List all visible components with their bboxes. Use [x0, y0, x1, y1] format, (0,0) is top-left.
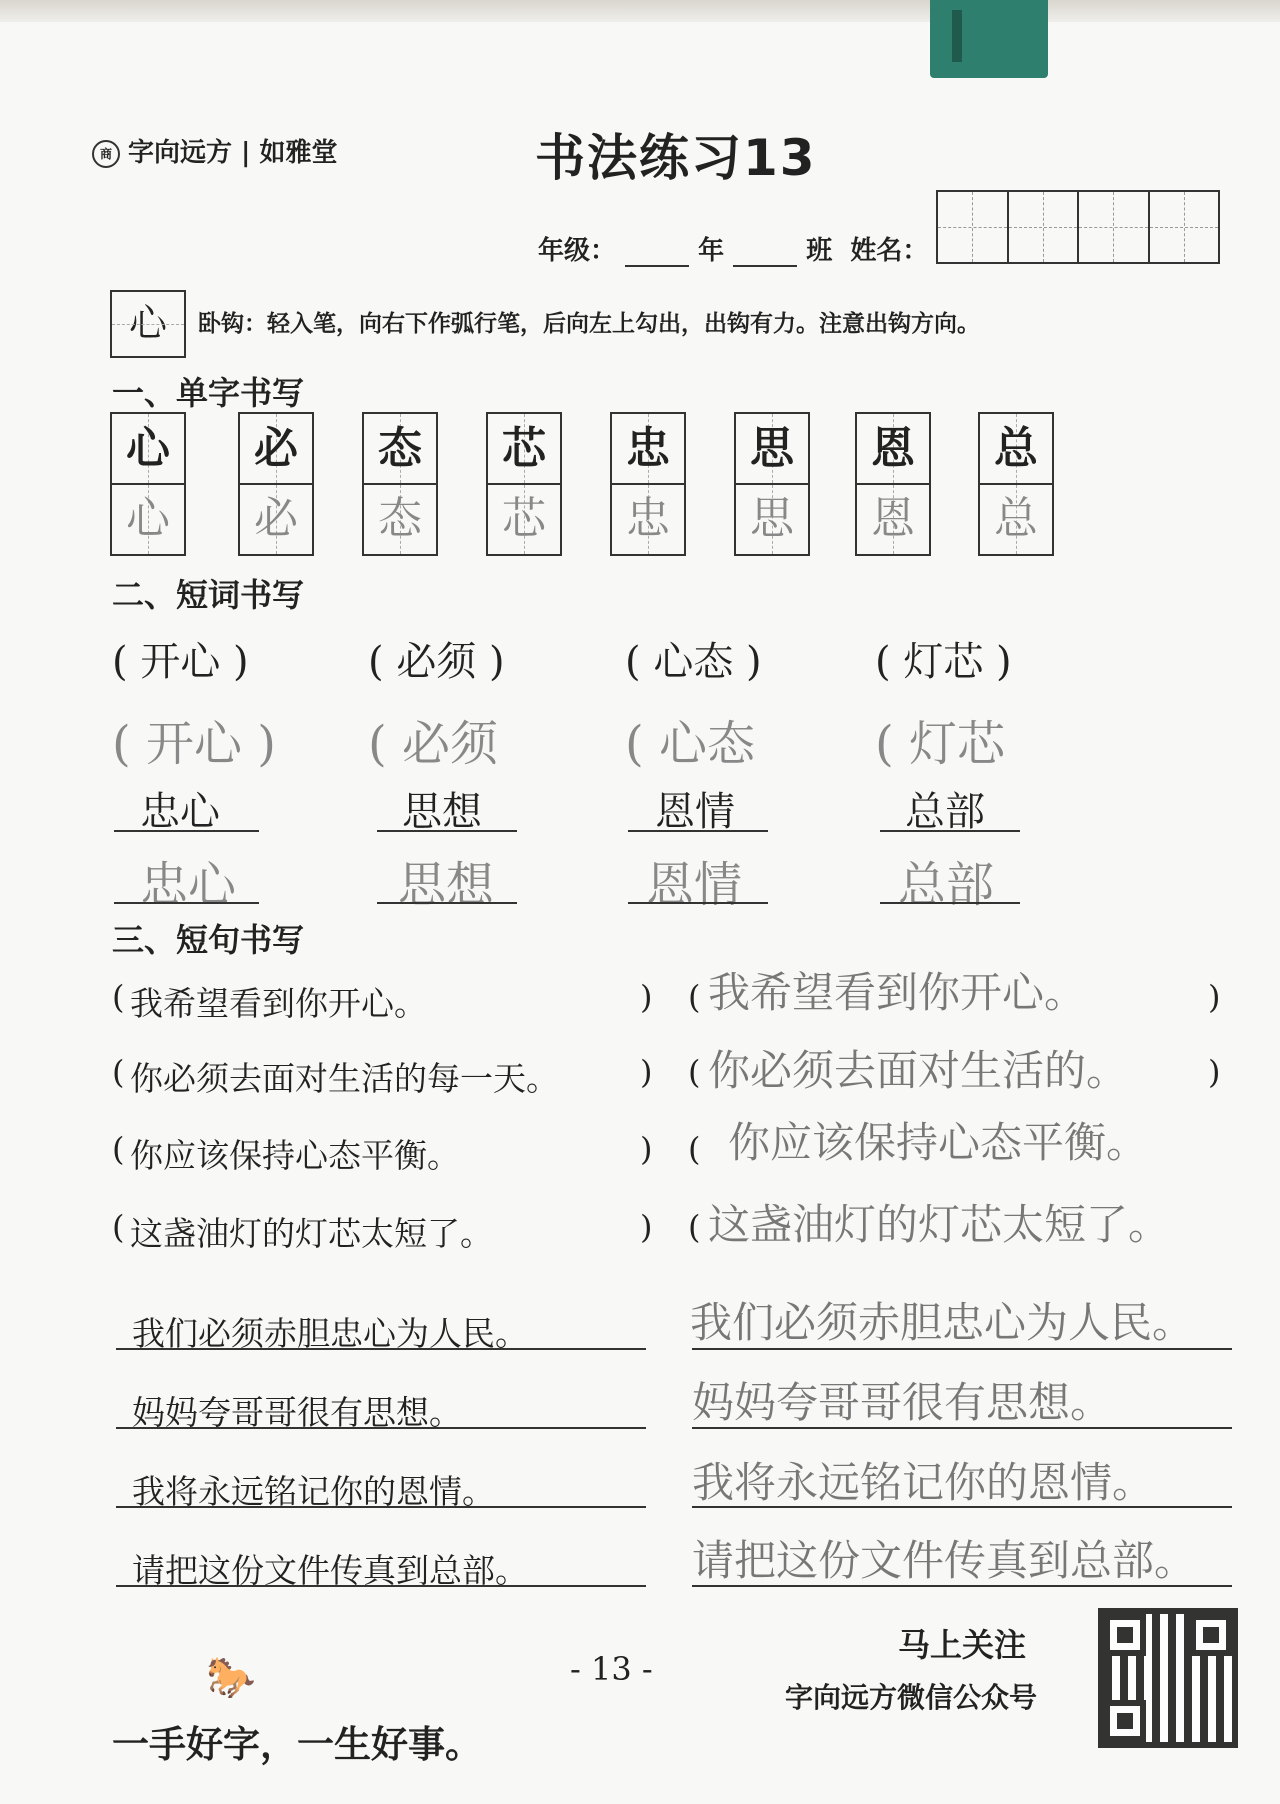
- word-paren: ( 必须 ): [368, 639, 505, 685]
- sentence-paren: 你应该保持心态平衡。: [130, 1136, 460, 1175]
- char-handwritten: 总: [994, 493, 1038, 544]
- answer-line: [692, 1427, 1232, 1429]
- paren-left: (: [112, 978, 125, 1016]
- section3-title: 三、短句书写: [112, 921, 305, 959]
- name-cell[interactable]: [1150, 192, 1219, 262]
- sentence-paren: 这盏油灯的灯芯太短了。: [130, 1214, 493, 1253]
- answer-line: [116, 1348, 646, 1350]
- year-label: 年: [698, 236, 725, 266]
- char-cell: [855, 412, 931, 556]
- follow-label: 马上关注: [898, 1626, 1027, 1664]
- section2-title: 二、短词书写: [112, 576, 305, 614]
- char-print: 思: [750, 423, 794, 474]
- brand-logo: [92, 132, 338, 169]
- char-print: 心: [126, 423, 170, 474]
- char-cell: [610, 412, 686, 556]
- page-number: - 13 -: [570, 1650, 653, 1688]
- answer-line: [377, 830, 517, 832]
- char-cell: [362, 412, 438, 556]
- char-print: 总: [994, 423, 1038, 474]
- name-cell[interactable]: [938, 192, 1009, 262]
- char-handwritten: 态: [378, 493, 422, 544]
- paren-right: ): [1208, 1053, 1221, 1091]
- stroke-example-box: 心: [110, 290, 186, 358]
- word-line-handwritten: 忠心: [140, 857, 237, 913]
- answer-line: [114, 902, 259, 904]
- paren-left: (: [688, 1130, 701, 1168]
- word-line: 恩情: [655, 789, 735, 835]
- char-cell: [238, 412, 314, 556]
- char-cell: [734, 412, 810, 556]
- sentence-paren: 你必须去面对生活的每一天。: [130, 1059, 559, 1098]
- grade-blank[interactable]: [625, 243, 689, 267]
- char-print: 态: [378, 423, 422, 474]
- word-line-handwritten: 恩情: [646, 857, 743, 913]
- char-handwritten: 思: [750, 493, 794, 544]
- class-blank[interactable]: [733, 243, 797, 267]
- name-cell[interactable]: [1079, 192, 1150, 262]
- char-print: 必: [254, 423, 298, 474]
- brand-seal-icon: 商: [92, 140, 120, 168]
- sentence-paren-handwritten: 你应该保持心态平衡。: [728, 1118, 1149, 1167]
- answer-line: [880, 830, 1020, 832]
- motto: 一手好字，一生好事。: [112, 1722, 482, 1766]
- paren-right: ): [640, 1208, 653, 1246]
- paren-right: ): [640, 1053, 653, 1091]
- answer-line: [880, 902, 1020, 904]
- word-line-handwritten: 思想: [398, 857, 495, 913]
- word-paren: ( 开心 ): [112, 639, 249, 685]
- answer-line: [628, 830, 768, 832]
- account-label: 字向远方微信公众号: [785, 1681, 1038, 1714]
- sentence-line-handwritten: 妈妈夸哥哥很有思想。: [692, 1378, 1113, 1427]
- binder-clip: [930, 0, 1048, 78]
- word-paren: ( 灯芯 ): [875, 639, 1012, 685]
- answer-line: [114, 830, 259, 832]
- sentence-paren-handwritten: 你必须去面对生活的。: [708, 1046, 1129, 1095]
- student-info: [538, 230, 928, 267]
- answer-line: [628, 902, 768, 904]
- answer-line: [692, 1348, 1232, 1350]
- sentence-paren-handwritten: 这盏油灯的灯芯太短了。: [708, 1200, 1171, 1249]
- answer-line: [116, 1427, 646, 1429]
- char-handwritten: 心: [126, 493, 170, 544]
- char-handwritten: 恩: [871, 493, 915, 544]
- char-print: 恩: [871, 423, 915, 474]
- char-cell: [486, 412, 562, 556]
- section1-title: 一、单字书写: [112, 374, 305, 412]
- sentence-line-handwritten: 我们必须赤胆忠心为人民。: [690, 1298, 1195, 1347]
- word-line: 忠心: [140, 789, 220, 835]
- name-label: 姓名：: [850, 236, 929, 266]
- word-line: 思想: [402, 789, 482, 835]
- char-cell: [110, 412, 186, 556]
- brand-name: 字向远方 | 如雅堂: [128, 138, 338, 168]
- word-paren-handwritten: ( 开心 ): [112, 716, 276, 772]
- grade-label: 年级：: [538, 236, 617, 266]
- answer-line: [116, 1585, 646, 1587]
- word-paren-handwritten: ( 灯芯: [875, 716, 1005, 772]
- chariot-icon: 🐎: [206, 1655, 256, 1701]
- paren-right: ): [640, 978, 653, 1016]
- paren-left: (: [688, 978, 701, 1016]
- paren-left: (: [688, 1053, 701, 1091]
- sentence-line: 我们必须赤胆忠心为人民。: [132, 1314, 528, 1353]
- word-line-handwritten: 总部: [898, 857, 995, 913]
- char-handwritten: 必: [254, 493, 298, 544]
- char-print: 忠: [626, 423, 670, 474]
- class-label: 班: [806, 236, 833, 266]
- paren-left: (: [112, 1053, 125, 1091]
- top-edge: [0, 0, 1280, 22]
- char-cell: [978, 412, 1054, 556]
- answer-line: [116, 1506, 646, 1508]
- sentence-line: 我将永远铭记你的恩情。: [132, 1472, 495, 1511]
- name-cell[interactable]: [1009, 192, 1080, 262]
- answer-line: [692, 1506, 1232, 1508]
- char-print: 芯: [502, 423, 546, 474]
- page-title: 书法练习13: [535, 129, 817, 187]
- answer-line: [692, 1585, 1232, 1587]
- char-handwritten: 忠: [626, 493, 670, 544]
- sentence-line: 妈妈夸哥哥很有思想。: [132, 1393, 462, 1432]
- word-paren-handwritten: ( 必须: [368, 716, 498, 772]
- char-handwritten: 芯: [502, 493, 546, 544]
- paren-right: ): [640, 1130, 653, 1168]
- sentence-paren-handwritten: 我希望看到你开心。: [708, 968, 1087, 1017]
- word-paren-handwritten: ( 心态: [625, 716, 755, 772]
- name-grid[interactable]: [936, 190, 1220, 264]
- paren-right: ): [1208, 978, 1221, 1016]
- sentence-line-handwritten: 我将永远铭记你的恩情。: [692, 1458, 1155, 1507]
- sentence-line: 请把这份文件传真到总部。: [132, 1551, 528, 1590]
- paren-left: (: [112, 1208, 125, 1246]
- word-line: 总部: [905, 789, 985, 835]
- paren-left: (: [688, 1208, 701, 1246]
- sentence-paren: 我希望看到你开心。: [130, 984, 427, 1023]
- paren-left: (: [112, 1130, 125, 1168]
- sentence-line-handwritten: 请把这份文件传真到总部。: [692, 1536, 1197, 1585]
- answer-line: [377, 902, 517, 904]
- stroke-tip: 卧钩：轻入笔，向右下作弧行笔，后向左上勾出，出钩有力。注意出钩方向。: [198, 311, 980, 337]
- qr-code-icon[interactable]: [1098, 1608, 1238, 1748]
- word-paren: ( 心态 ): [625, 639, 762, 685]
